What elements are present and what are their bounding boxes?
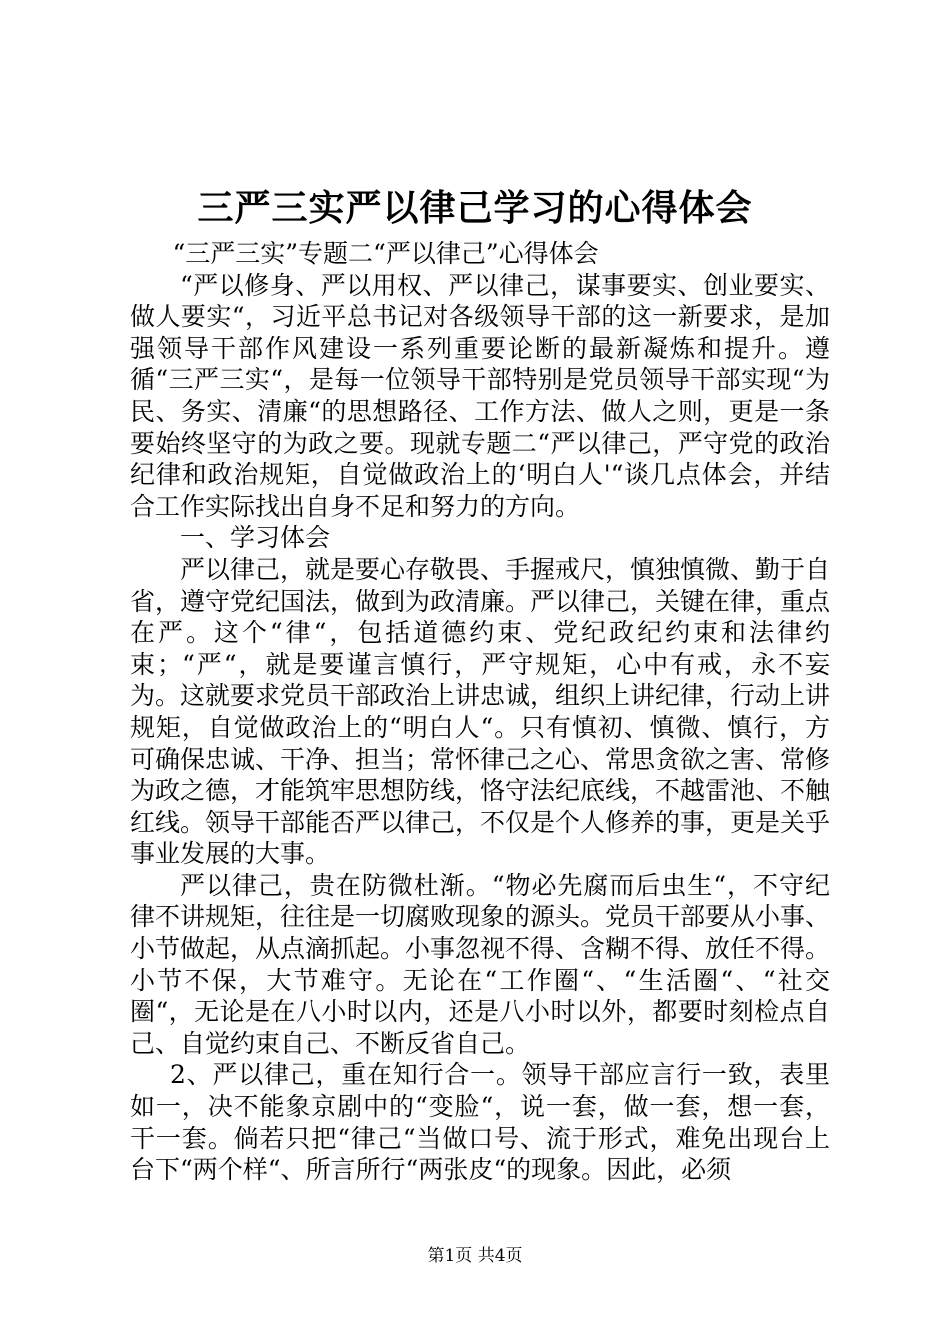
document-body	[130, 238, 830, 1186]
subtitle-paragraph: “三严三实”专题二“严以律己”心得体会	[172, 239, 599, 268]
body-paragraph: 2、严以律己，重在知行合一。领导干部应言行一致，表里如一，决不能象京剧中的“变脸“，说一套，做一套，想一套，干一套。倘若只把“律己“当做口号、流于形式，难免出现台上台下“两个样“、所言所行“两张皮“的现象。因此，必须	[130, 1060, 830, 1185]
body-paragraph: 严以律己，贵在防微杜渐。“物必先腐而后虫生“，不守纪律不讲规矩，往往是一切腐败现象的源头。党员干部要从小事、小节做起，从点滴抓起。小事忽视不得、含糊不得、放任不得。小节不保，大节难守。无论在“工作圈“、“生活圈“、“社交圈“，无论是在八小时以内，还是八小时以外，都要时刻检点自己、自觉约束自己、不断反省自己。	[130, 870, 831, 1058]
document-title: 三严三实严以律己学习的心得体会	[197, 187, 753, 229]
section-heading: 一、学习体会	[180, 523, 331, 553]
body-paragraph: 严以律己，就是要心存敬畏、手握戒尺，慎独慎微、勤于自省，遵守党纪国法，做到为政清廉。严以律己，关键在律，重点在严。这个“律“，包括道德约束、党纪政纪约束和法律约束；“严“，就是要谨言慎行，严守规矩，心中有戒，永不妄为。这就要求党员干部政治上讲忠诚，组织上讲纪律，行动上讲规矩，自觉做政治上的“明白人“。只有慎初、慎微、慎行，方可确保忠诚、干净、担当；常怀律己之心、常思贪欲之害、常修为政之德，才能筑牢思想防线，恪守法纪底线，不越雷池、不触红线。领导干部能否严以律己，不仅是个人修养的事，更是关乎事业发展的大事。	[130, 554, 831, 869]
intro-paragraph: “严以修身、严以用权、严以律己，谋事要实、创业要实、做人要实“，习近平总书记对各级领导干部的这一新要求，是加强领导干部作风建设一系列重要论断的最新凝炼和提升。遵循“三严三实“，是每一位领导干部特别是党员领导干部实现“为民、务实、清廉“的思想路径、工作方法、做人之则，更是一条要始终坚守的为政之要。现就专题二“严以律己，严守党的政治纪律和政治规矩，自觉做政治上的‘明白人'“谈几点体会，并结合工作实际找出自身不足和努力的方向。	[130, 270, 830, 521]
page-footer: 第1页 共4页	[427, 1246, 523, 1266]
